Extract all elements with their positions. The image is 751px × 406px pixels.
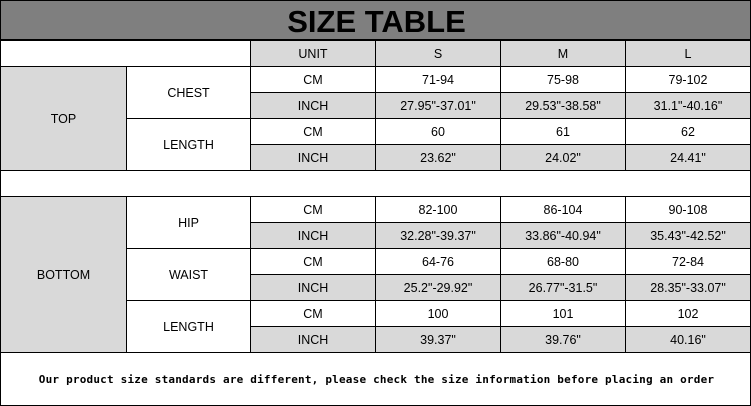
value-cell: 24.02": [500, 144, 626, 171]
value-cell: 39.37": [375, 326, 501, 353]
value-cell: 35.43"-42.52": [625, 222, 751, 249]
value-cell: 86-104: [500, 196, 626, 223]
value-cell: 33.86"-40.94": [500, 222, 626, 249]
value-cell: 26.77"-31.5": [500, 274, 626, 301]
value-cell: 28.35"-33.07": [625, 274, 751, 301]
value-cell: 79-102: [625, 66, 751, 93]
value-cell: 39.76": [500, 326, 626, 353]
unit-cell: INCH: [250, 274, 376, 301]
measure-label-waist: WAIST: [126, 248, 251, 301]
value-cell: 100: [375, 300, 501, 327]
title-bar: [0, 0, 751, 40]
value-cell: 24.41": [625, 144, 751, 171]
value-cell: 68-80: [500, 248, 626, 275]
measure-label-length: LENGTH: [126, 300, 251, 353]
value-cell: 71-94: [375, 66, 501, 93]
value-cell: 101: [500, 300, 626, 327]
header-unit: UNIT: [250, 40, 376, 67]
value-cell: 25.2"-29.92": [375, 274, 501, 301]
section-divider: [0, 170, 751, 197]
value-cell: 60: [375, 118, 501, 145]
value-cell: 32.28"-39.37": [375, 222, 501, 249]
unit-cell: INCH: [250, 144, 376, 171]
value-cell: 29.53"-38.58": [500, 92, 626, 119]
unit-cell: CM: [250, 248, 376, 275]
value-cell: 90-108: [625, 196, 751, 223]
measure-label-length: LENGTH: [126, 118, 251, 171]
unit-cell: INCH: [250, 92, 376, 119]
value-cell: 27.95"-37.01": [375, 92, 501, 119]
page-title: SIZE TABLE: [287, 4, 466, 39]
section-label-bottom: BOTTOM: [0, 196, 127, 353]
value-cell: 82-100: [375, 196, 501, 223]
value-cell: 64-76: [375, 248, 501, 275]
unit-cell: INCH: [250, 326, 376, 353]
footer-text: Our product size standards are different, please check the size information before placing an order: [38, 373, 715, 386]
measure-label-chest: CHEST: [126, 66, 251, 119]
value-cell: 62: [625, 118, 751, 145]
value-cell: 61: [500, 118, 626, 145]
measure-label-hip: HIP: [126, 196, 251, 249]
header-size-m: M: [500, 40, 626, 67]
unit-cell: CM: [250, 66, 376, 93]
value-cell: 102: [625, 300, 751, 327]
value-cell: 31.1"-40.16": [625, 92, 751, 119]
section-label-top: TOP: [0, 66, 127, 171]
header-size-l: L: [625, 40, 751, 67]
footer-notice: [0, 352, 751, 406]
unit-cell: CM: [250, 300, 376, 327]
unit-cell: CM: [250, 196, 376, 223]
value-cell: 23.62": [375, 144, 501, 171]
header-size-s: S: [375, 40, 501, 67]
unit-cell: INCH: [250, 222, 376, 249]
value-cell: 40.16": [625, 326, 751, 353]
header-blank: [0, 40, 251, 67]
value-cell: 72-84: [625, 248, 751, 275]
value-cell: 75-98: [500, 66, 626, 93]
unit-cell: CM: [250, 118, 376, 145]
